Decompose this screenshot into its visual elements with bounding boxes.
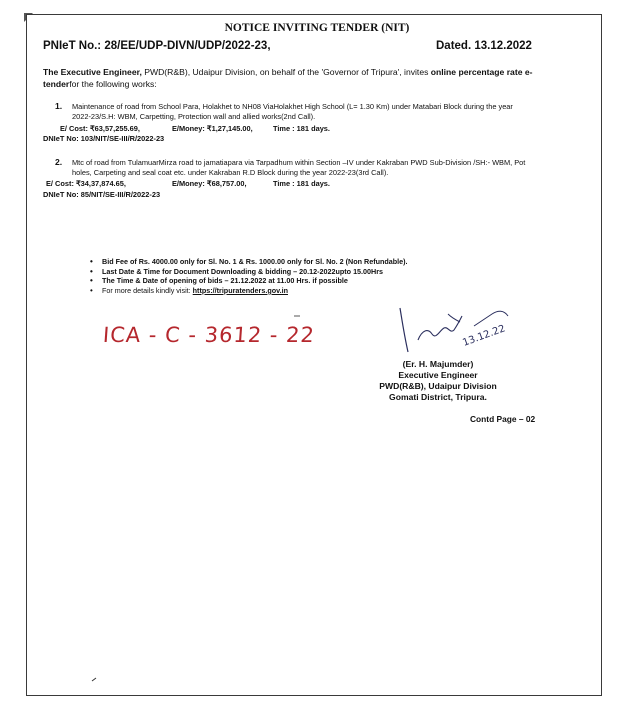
opening-date-item: • The Time & Date of opening of bids – 21.12.2022 at 11.00 Hrs. if possible (90, 276, 408, 286)
work-2-description-line2: holes, Carpeting and seal coat etc. under Kakraban R.D Block during the year 2022-23(3rd Call). (72, 168, 389, 177)
signatory-office: PWD(R&B), Udaipur Division (379, 381, 497, 391)
work-2-earnest-money: E/Money: ₹68,757.00, (172, 179, 247, 188)
intro-text-end: for the following works: (69, 79, 157, 89)
work-2-time: Time : 181 days. (273, 179, 330, 188)
work-2-number: 2. (55, 157, 63, 167)
work-1-earnest-money: E/Money: ₹1,27,145.00, (172, 124, 253, 133)
work-1-description-line2: 2022-23/S.H: WBM, Carpetting, Protection wall and allied works(2nd Call). (72, 112, 316, 121)
work-1-cost: E/ Cost: ₹63,57,255.69, (60, 124, 140, 133)
stray-pen-mark (92, 678, 96, 681)
work-2-description-line1: Mtc of road from TulamuarMirza road to jamatiapara via Tarpadhum within Section –IV under Kakraban PWD Sub-Division /SH:- WBM, Pot (72, 158, 526, 167)
signature-date-scrawl: 13.12.22 (461, 323, 507, 349)
work-1-description-line1: Maintenance of road from School Para, Holakhet to NH08 ViaHolakhet High School (L= 1.30 Km) under Matabari Block during the year (72, 102, 513, 111)
work-1-dniet: DNIeT No: 103/NIT/SE-III/R/2022-23 (43, 134, 165, 143)
work-2-cost: E/ Cost: ₹34,37,874.65, (46, 179, 126, 188)
details-label: For more details kindly visit: (102, 285, 193, 295)
intro-issuer: The Executive Engineer, (43, 67, 142, 77)
signatory-designation: Executive Engineer (398, 370, 478, 380)
signatory-district: Gomati District, Tripura. (389, 392, 487, 402)
handwritten-reference: ICA - C - 3612 - 22 (102, 323, 316, 347)
signatory-name: (Er. H. Majumder) (402, 359, 474, 369)
intro-text: PWD(R&B), Udaipur Division, on behalf of the 'Governor of Tripura', invites (141, 67, 431, 77)
work-2-dniet: DNIeT No: 85/NIT/SE-III/R/2022-23 (43, 190, 161, 199)
intro-tender-type: online percentage rate e-tender (43, 67, 533, 89)
pniet-number: PNIeT No.: 28/EE/UDP-DIVN/UDP/2022-23, (43, 40, 271, 52)
bid-fee-item: • Bid Fee of Rs. 4000.00 only for Sl. No. 1 & Rs. 1000.00 only for Sl. No. 2 (Non Refundable). (90, 257, 408, 267)
notice-date: Dated. 13.12.2022 (436, 40, 532, 52)
last-date-item: • Last Date & Time for Document Downloading & bidding – 20.12-2022upto 15.00Hrs (90, 267, 408, 277)
continued-note: Contd Page – 02 (470, 414, 536, 424)
work-1-time: Time : 181 days. (273, 124, 330, 133)
tender-website-link[interactable]: https://tripuratenders.gov.in (192, 285, 288, 295)
work-1-number: 1. (55, 101, 63, 111)
page-title: NOTICE INVITING TENDER (NIT) (224, 22, 410, 34)
